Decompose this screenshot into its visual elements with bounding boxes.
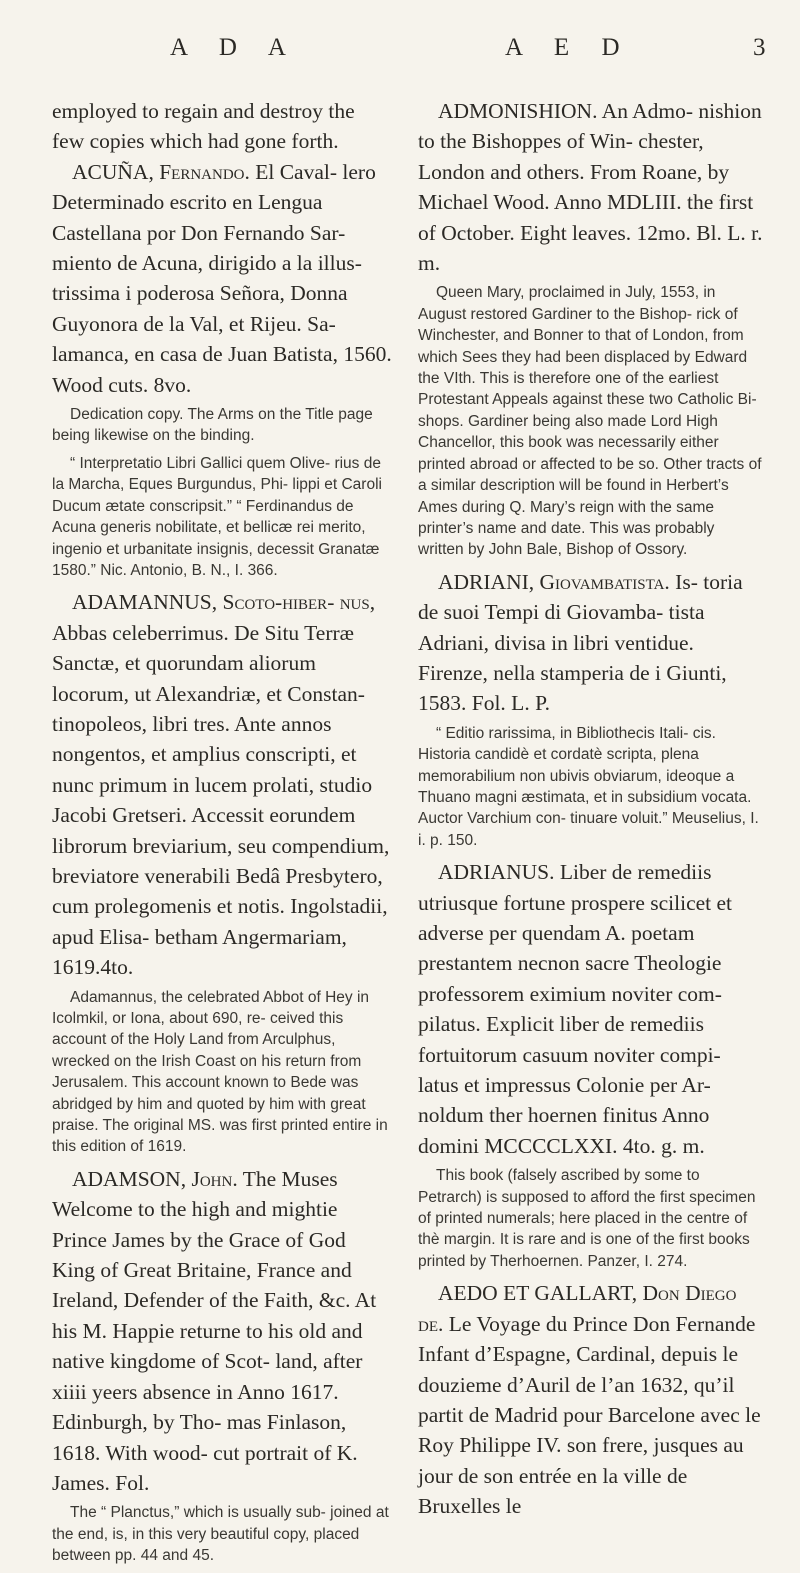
entry-main: [418, 857, 763, 1161]
entry-note: The “ Planctus,” which is usually sub- joined at the end, is, in this very beautiful copy, placed between pp. 44 and 45.: [52, 1504, 389, 1565]
entry-head: ADMONISHION.: [438, 99, 598, 123]
entry-adamannus: [52, 587, 392, 1158]
entry-aedo: [418, 1278, 763, 1521]
right-column: [418, 96, 763, 1528]
entry-note: Adamannus, the celebrated Abbot of Hey in Icolmkil, or Iona, about 690, re- ceived this account of the Holy Land from Arculphus, wrecked on the Irish Coast on his return from Jerusalem. This account known to Bede was abridged by him and quoted by him with great praise. The original MS. was first printed entire in this edition of 1619.: [52, 988, 388, 1156]
entry-body: Le Voyage du Prince Don Fernande Infant d’Espagne, Cardinal, depuis le douzieme d’Auril de l’an 1632, qu’il partit de Madrid pour Barcelone avec le Roy Philippe IV. son frere, jusques au jour de son entrée en la ville de Bruxelles le: [418, 1311, 761, 1519]
entry-adrianus: [418, 857, 763, 1272]
entry-head: ADRIANUS.: [438, 860, 555, 885]
entry-head: ADAMANNUS, Scoto-hiber- nus,: [72, 590, 376, 615]
entry-adriani: [418, 567, 763, 851]
entry-body: Is- toria de suoi Tempi di Giovamba- tista Adriani, divisa in libri ventidue. Firenze, nella stamperia de i Giunti, 1583. Fol. L. P.: [418, 569, 743, 716]
entry-note: “ Editio rarissima, in Bibliothecis Itali- cis. Historia candidè et cordatè scripta, plena memorabilium non ubivis obviarum, ideoque a Thuano magni æstimata, et in subsidium vocata. Auctor Varchium con- tinuare voluit.” Meuselius, I. i. p. 150.: [418, 724, 759, 849]
left-running-head: A D A: [170, 34, 299, 61]
entry-body: Liber de remediis utriusque fortune prospere scilicet et adverse per quendam A. poetam prestantem necnon sacre Theologie professorem eximium noviter com- pilatus. Explicit liber de remediis fortuitorum casuum noviter compi- latus et impressus Colonie per Ar- noldum ther hoernen finitus Anno domini MCCCCLXXI. 4to. g. m.: [418, 860, 733, 1158]
entry-main: [418, 567, 763, 719]
entry-head: AEDO ET GALLART, Don Diego de.: [418, 1281, 737, 1336]
entry-body: El Caval- lero Determinado escrito en Lengua Castellana por Don Fernando Sar- miento de Acuna, dirigido a la illus- trissima i poderosa Señora, Donna Guyonora de la Val, et Rijeu. Sa- lamanca, en casa de Juan Batista, 1560. Wood cuts. 8vo.: [52, 159, 392, 397]
entry-adamson: [52, 1164, 392, 1567]
entry-main: [418, 96, 763, 278]
entry-main: [52, 157, 392, 400]
right-running-head: A E D: [505, 34, 633, 61]
entry-head: ADAMSON, John.: [72, 1166, 238, 1191]
entry-acuna: [52, 157, 392, 582]
entry-note: This book (falsely ascribed by some to Petrarch) is supposed to afford the first specimen of printed numerals; here placed in the centre of thè margin. It is rare and is one of the first books printed by Therhoernen. Panzer, I. 274.: [418, 1167, 756, 1270]
entry-note: Queen Mary, proclaimed in July, 1553, in August restored Gardiner to the Bishop- rick of Winchester, and Bonner to that of London, from which Sees they had been displaced by Edward the VIth. This is therefore one of the earliest Protestant Appeals against these two Catholic Bi- shops. Gardiner being also made Lord High Chancellor, this book was necessarily either printed abroad or affected to be so. Other tracts of a similar description will be found in Herbert’s Ames during Q. Mary’s reign with the same printer’s name and date. This was probably written by John Bale, Bishop of Ossory.: [418, 284, 762, 559]
entry-admonishion: [418, 96, 763, 561]
entry-main: [52, 587, 392, 982]
left-column: [52, 96, 392, 1573]
entry-body: The Muses Welcome to the high and mightie Prince James by the Grace of God King of Great Britaine, France and Ireland, Defender of the Faith, &c. At his M. Happie returne to his old and native kingdome of Scot- land, after xiiii yeers absence in Anno 1617. Edinburgh, by Tho- mas Finlason, 1618. With wood- cut portrait of K. James. Fol.: [52, 1166, 377, 1495]
continuation-text: employed to regain and destroy the few copies which had gone forth.: [52, 99, 355, 154]
entry-note: Dedication copy. The Arms on the Title page being likewise on the binding.: [52, 406, 373, 445]
entry-main: [418, 1278, 763, 1521]
entry-body: An Admo- nishion to the Bishoppes of Win- chester, London and others. From Roane, by Michael Wood. Anno MDLIII. the first of October. Eight leaves. 12mo. Bl. L. r. m.: [418, 99, 763, 276]
entry-head: ADRIANI, Giovambatista.: [438, 569, 670, 594]
running-header: [0, 34, 800, 74]
entry-head: ACUÑA, Fernando.: [72, 159, 250, 184]
entry-note: “ Interpretatio Libri Gallici quem Olive- rius de la Marcha, Eques Burgundus, Phi- lippi et Caroli Ducum ætate conscripsit.” “ Ferdinandus de Acuna generis nobilitate, et bellicæ rei merito, ingenio et urbanitate insignis, decessit Granatæ 1580.” Nic. Antonio, B. N., I. 366.: [52, 454, 382, 579]
entry-main: [52, 1164, 392, 1498]
page-number: 3: [753, 34, 766, 61]
entry-body: Abbas celeberrimus. De Situ Terræ Sanctæ, et quorundam aliorum locorum, ut Alexandriæ, et Constan- tinopoleos, libri tres. Ante annos nongentos, et amplius conscripti, et nunc primum in lucem prolati, studio Jacobi Gretseri. Accessit eorundem librorum breviarium, seu compendium, breviatore venerabili Bedâ Presbytero, cum prolegomenis et notis. Ingolstadii, apud Elisa- betham Angermariam, 1619.4to.: [52, 620, 390, 980]
